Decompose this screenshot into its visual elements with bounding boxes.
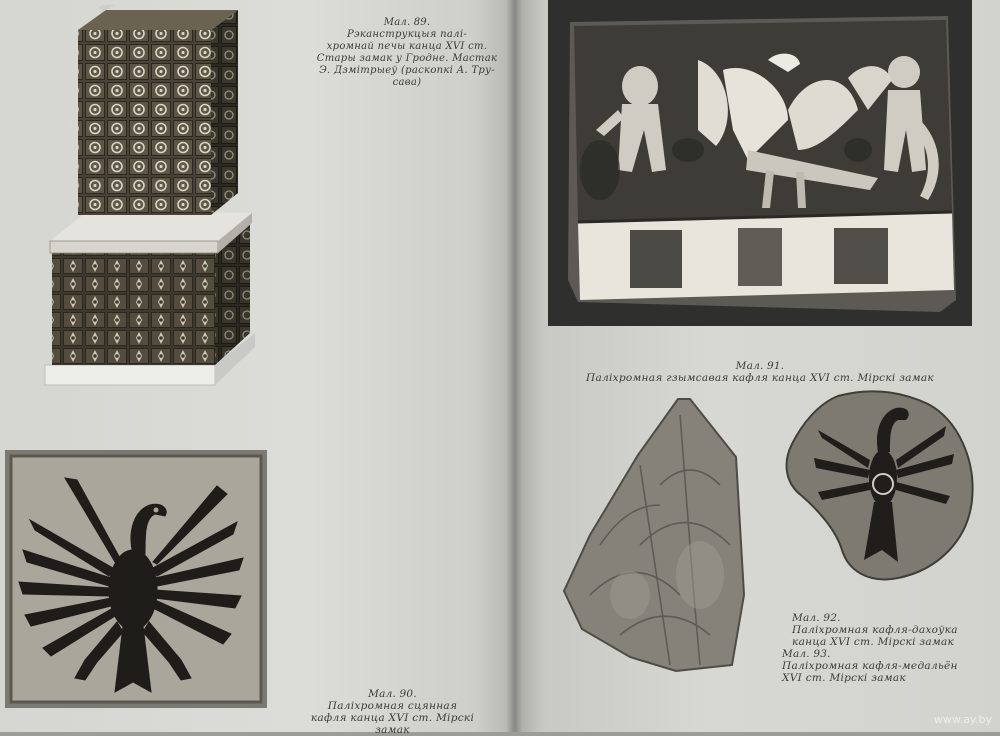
caption-text: Рэканструкцыя палі- хромнай печы канца XVI ст. Стары замак у Гродне. Мастак Э. Дзмітрыеў (раскопкі А. Тру- сава) [316, 29, 498, 88]
caption-label: Мал. 89. [383, 17, 431, 28]
medallion-tile-fragment [778, 390, 978, 585]
roof-tile-fragment [560, 395, 750, 675]
watermark: www.ay.by [933, 713, 992, 726]
caption-fig-93 [782, 636, 992, 684]
caption-text: Паліхромная кафля-медальён XVI ст. Мірскі замак [782, 660, 958, 684]
caption-fig-89 [312, 5, 502, 89]
caption-fig-91 [560, 348, 960, 384]
caption-label: Мал. 92. [792, 612, 841, 624]
stove-illustration [40, 5, 265, 390]
eagle-tile-image [5, 450, 267, 708]
caption-text: Паліхромная сцянная кафля канца XVI ст. Мірскі замак [310, 700, 475, 736]
caption-label: Мал. 93. [782, 648, 831, 660]
caption-text: Паліхромная кафля-дахоўка канца XVI ст. Мірскі замак [792, 624, 958, 648]
cornice-tile-photo [548, 0, 972, 326]
book-spine [506, 0, 522, 732]
caption-text: Паліхромная гзымсавая кафля канца XVI ст. Мірскі замак [586, 372, 934, 384]
caption-label: Мал. 91. [735, 360, 785, 372]
caption-label: Мал. 90. [368, 688, 417, 700]
caption-fig-90 [285, 676, 500, 736]
